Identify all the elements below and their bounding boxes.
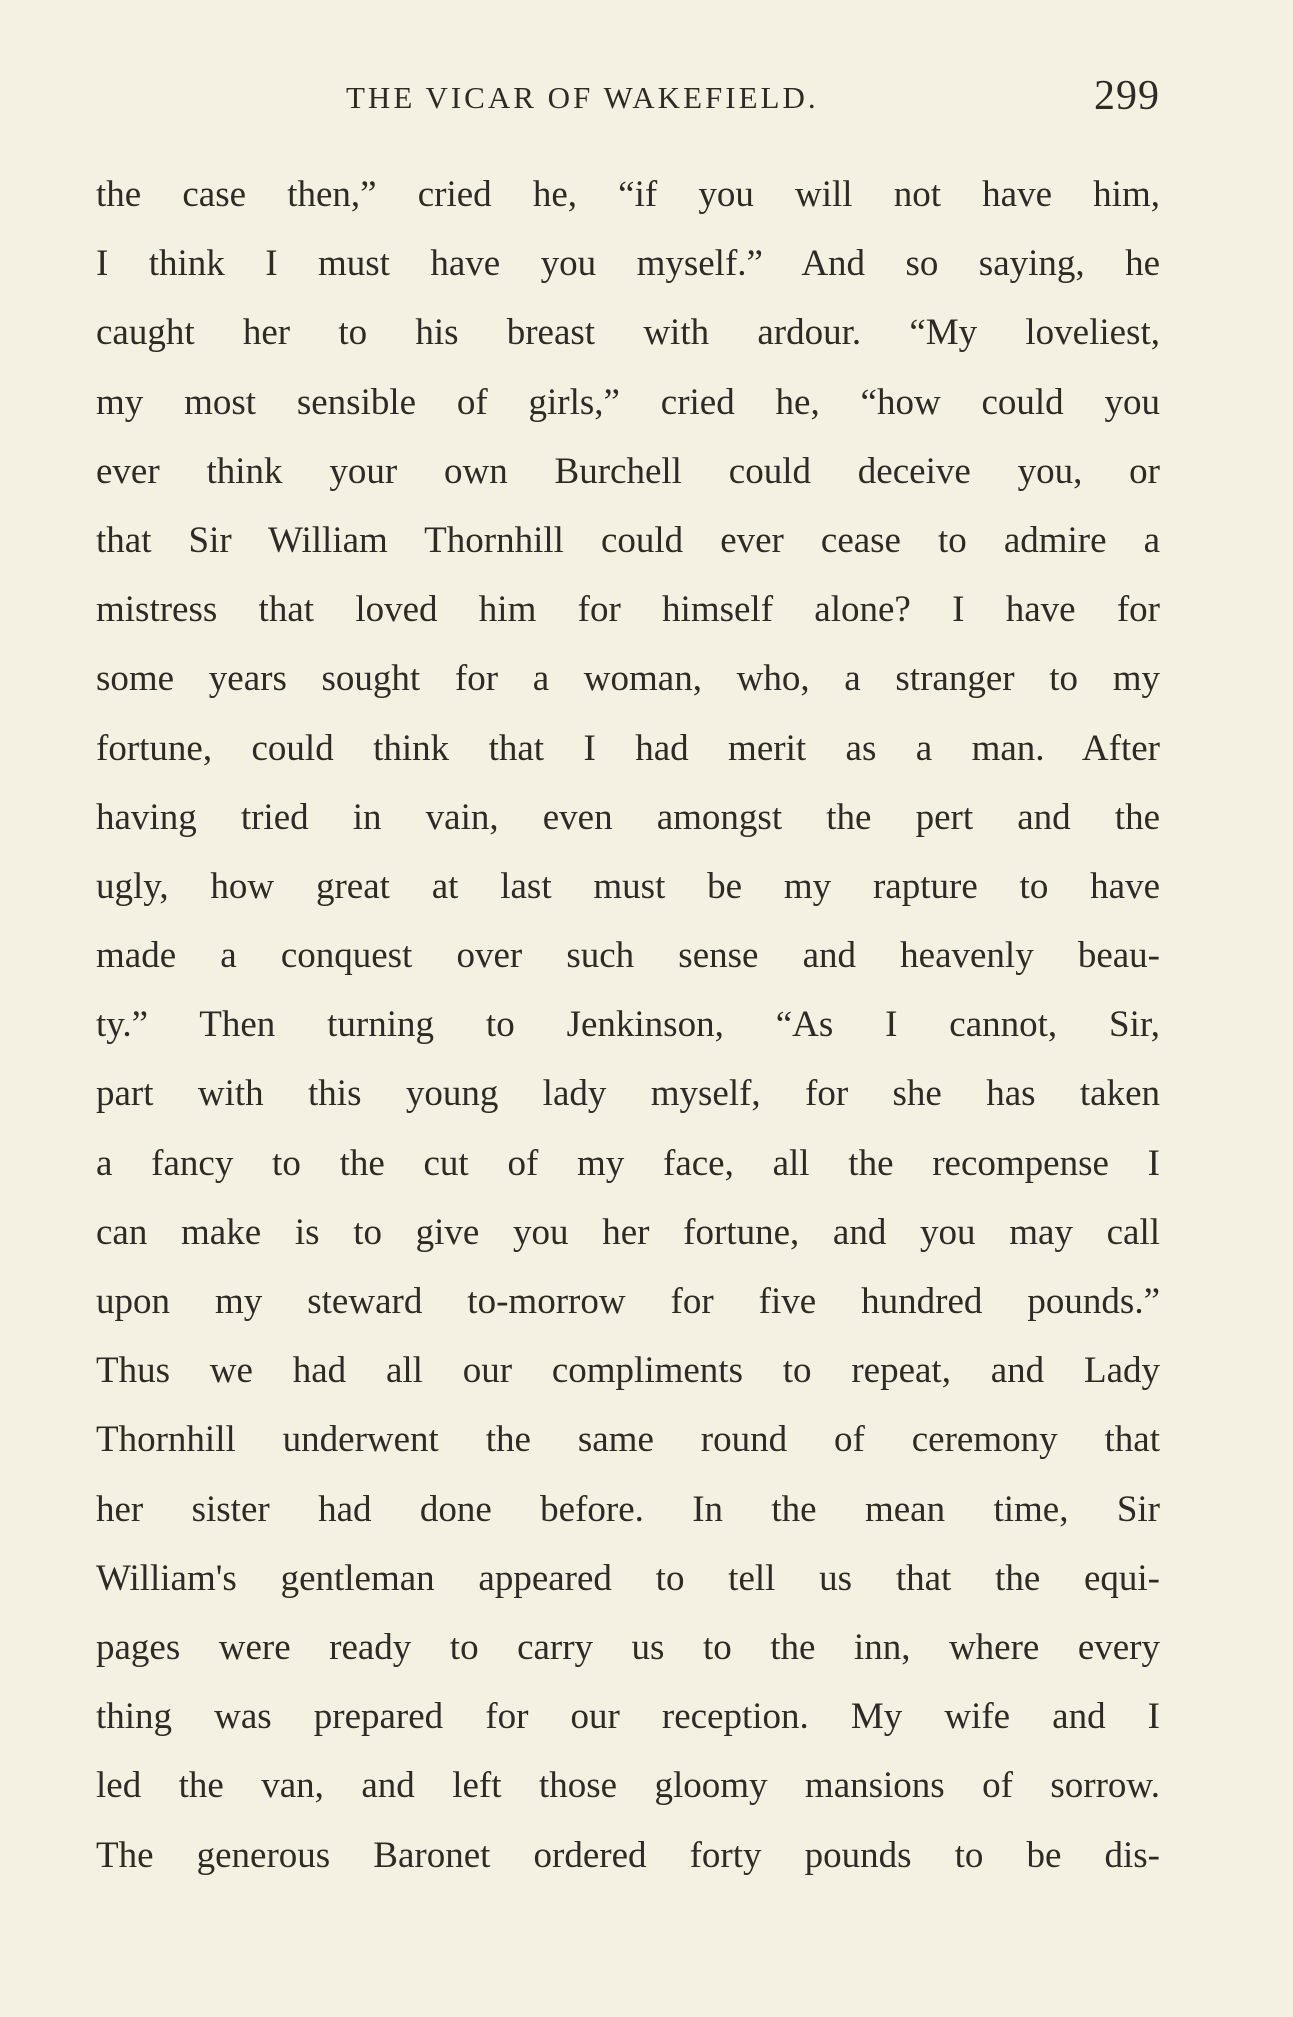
text-line: Thornhill underwent the same round of ceremony that xyxy=(96,1419,1160,1461)
text-line: her sister had done before. In the mean time, Sir xyxy=(96,1488,1160,1530)
text-line: ugly, how great at last must be my rapture to have xyxy=(96,865,1160,907)
text-line: can make is to give you her fortune, and you may call xyxy=(96,1211,1160,1253)
page-number: 299 xyxy=(1094,73,1160,119)
text-line: mistress that loved him for himself alone? I have for xyxy=(96,589,1160,631)
text-line: The generous Baronet ordered forty pounds to be dis- xyxy=(96,1834,1160,1876)
text-line: fortune, could think that I had merit as a man. After xyxy=(96,727,1160,769)
body-text xyxy=(96,160,1160,1890)
text-line: ever think your own Burchell could deceive you, or xyxy=(96,450,1160,492)
running-title: THE VICAR OF WAKEFIELD. xyxy=(346,80,819,115)
text-line: caught her to his breast with ardour. “My loveliest, xyxy=(96,312,1160,354)
text-line: having tried in vain, even amongst the pert and the xyxy=(96,796,1160,838)
text-line: led the van, and left those gloomy mansions of sorrow. xyxy=(96,1765,1160,1807)
text-line: I think I must have you myself.” And so saying, he xyxy=(96,243,1160,285)
text-line: William's gentleman appeared to tell us that the equi- xyxy=(96,1557,1160,1599)
text-line: made a conquest over such sense and heavenly beau- xyxy=(96,935,1160,977)
text-line: my most sensible of girls,” cried he, “how could you xyxy=(96,381,1160,423)
text-line: the case then,” cried he, “if you will not have him, xyxy=(96,174,1160,215)
text-line: Thus we had all our compliments to repeat, and Lady xyxy=(96,1350,1160,1392)
text-line: a fancy to the cut of my face, all the recompense I xyxy=(96,1142,1160,1184)
text-line: part with this young lady myself, for she has taken xyxy=(96,1073,1160,1115)
text-line: upon my steward to-morrow for five hundred pounds.” xyxy=(96,1281,1160,1322)
text-line: that Sir William Thornhill could ever cease to admire a xyxy=(96,519,1160,561)
text-line: some years sought for a woman, who, a stranger to my xyxy=(96,658,1160,700)
text-line: ty.” Then turning to Jenkinson, “As I cannot, Sir, xyxy=(96,1004,1160,1046)
text-line: pages were ready to carry us to the inn, where every xyxy=(96,1626,1160,1668)
text-line: thing was prepared for our reception. My wife and I xyxy=(96,1696,1160,1738)
running-head xyxy=(96,72,1160,132)
